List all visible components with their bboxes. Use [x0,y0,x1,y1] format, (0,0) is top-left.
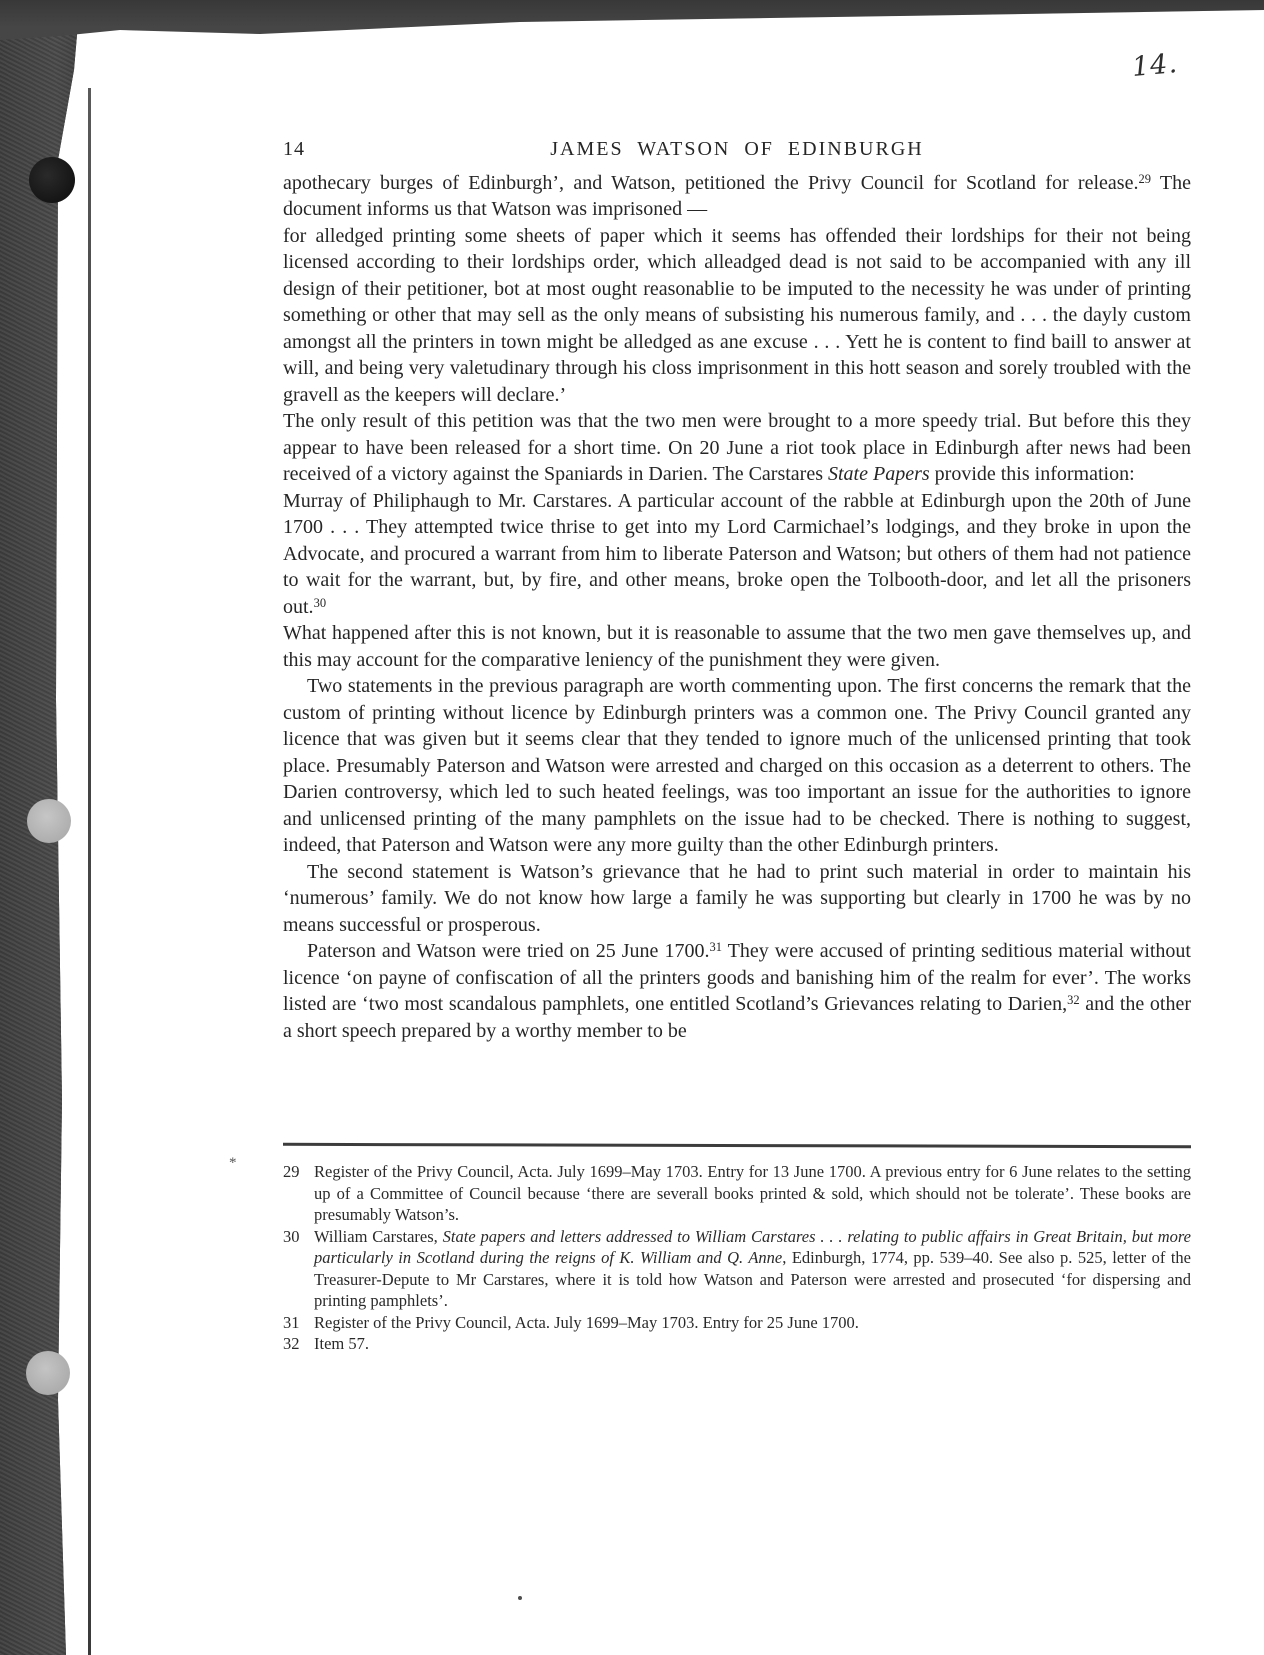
footnote-32-text [314,1333,1191,1355]
paragraph-6-text-end: and the other a short speech prepared by a worthy member to be [283,993,1191,1042]
footnote-30-text [314,1226,1191,1312]
footnote-ref-31: 31 [709,940,722,954]
page-header [283,136,1191,163]
footnote-30 [283,1226,1191,1312]
footnote-31-text [314,1312,1191,1334]
folio-number: 14 [283,138,305,160]
footnote-29-body: Register of the Privy Council, Acta. July 1699–May 1703. Entry for 13 June 1700. A previous entry for 6 June relates to the setting up of a Committee of Council because ‘there are severall books printed & sold, which should not be tolerate’. These books are presumably Watson’s. [314,1162,1191,1224]
footnote-ref-30: 30 [313,595,327,610]
punch-hole-top [29,157,75,203]
paragraph-2 [283,408,1191,488]
handwritten-page-number: 14. [1130,48,1180,83]
paragraph-4: Two statements in the previous paragraph are worth commenting upon. The first concerns the remark that the custom of printing without licence by Edinburgh printers was a common one. The Privy Council granted any licence that was given but it seems clear that they tended to ignore much of the unlicensed printing that took place. Presumably Paterson and Watson were arrested and charged on this occasion as a deterrent to others. The Darien controversy, which led to such heated feelings, was too important an issue for the authorities to ignore and unlicensed printing of the many pamphlets on the issue had to be checked. There is nothing to suggest, indeed, that Paterson and Watson were any more guilty than the other Edinburgh printers. [283,675,1191,856]
footnote-30-number: 30 [283,1226,300,1246]
footnote-29-text [314,1161,1191,1226]
scan-border-top [0,0,1264,46]
footnote-30-italic-title: State papers and letters addressed to William Carstares . . . relating to public affairs in Great Britain, but more particularly in Scotland during the reigns of K. William and Q. Anne [314,1226,1191,1267]
punch-hole-middle [27,799,71,843]
punch-hole-bottom [26,1351,70,1395]
paragraph-2-text-cont: provide this information: [929,463,1135,485]
paragraph-6 [283,938,1191,1044]
paragraph-6-text: Paterson and Watson were tried on 25 June 1700. [307,940,710,962]
footnote-31 [283,1312,1191,1334]
page-edge-shadow [88,88,91,1655]
footnote-31-body: Register of the Privy Council, Acta. July 1699–May 1703. Entry for 25 June 1700. [314,1312,859,1332]
blockquote-murray [283,488,1191,621]
paragraph-1-text-cont: The document informs us that Watson was imprisoned — [283,171,1192,220]
blockquote-petition: for alledged printing some sheets of paper which it seems has offended their lordships for their not being licensed according to their lordships order, which alleadged dead is not said to be accompanied with any ill design of their petitioner, bot at most ought reasonablie to be imputed to the necessity he was under of printing something or other that may sell as the only means of subsisting his numerous family, and . . . the dayly custom amongst all the printers in town might be alledged as ane excuse . . . Yett he is content to find baill to answer at will, and being very valetudinary through his closs imprisonment in this hott season and sorely troubled with the gravell as the keepers will declare.’ [283,224,1191,406]
paragraph-1-text: apothecary burges of Edinburgh’, and Watson, petitioned the Privy Council for Scotland for release. [283,171,1139,194]
page-content [283,136,1191,1355]
paragraph-5: The second statement is Watson’s grievance that he had to print such material in order to maintain his ‘numerous’ family. We do not know how large a family he was supporting but clearly in 1700 he was by no means successful or prosperous. [283,860,1191,936]
paragraph-1 [283,170,1191,223]
paragraph-2-text: The only result of this petition was that the two men were brought to a more speedy trial. But before this they appear to have been released for a short time. On 20 June a riot took place in Edinburgh after news had been received of a victory against the Spaniards in Darien. The Carstares [283,410,1191,485]
footnote-30-tail: , Edinburgh, 1774, pp. 539–40. See also p. 525, letter of the Treasurer-Depute to Mr Carstares, where it is told how Watson and Paterson were arrested and prosecuted ‘for dispersing and printing pamphlets’. [314,1248,1191,1310]
footnote-30-body: William Carstares, [314,1226,443,1246]
paragraph-6-text-cont: They were accused of printing seditious material without licence ‘on payne of confiscation of all the printers goods and banishing him of the realm for ever’. The works listed are ‘two most scandalous pamphlets, one entitled Scotland’s Grievances relating to Darien, [283,940,1191,1015]
footnote-32 [283,1333,1191,1355]
blockquote-murray-text: Murray of Philiphaugh to Mr. Carstares. A particular account of the rabble at Edinburgh upon the 20th of June 1700 . . . They attempted twice thrise to get into my Lord Carmichael’s lodgings, and they broke in upon the Advocate, and procured a warrant from him to liberate Paterson and Watson; but others of them had not patience to wait for the warrant, but, by fire, and other means, broke open the Tolbooth-door, and let all the prisoners out. [283,489,1191,618]
footnotes-section [283,1161,1191,1355]
footnote-ref-32: 32 [1067,993,1080,1007]
footnote-ref-29: 29 [1138,171,1151,186]
scan-speck [518,1596,522,1600]
paragraph-3: What happened after this is not known, but it is reasonable to assume that the two men gave themselves up, and this may account for the comparative leniency of the punishment they were given. [283,622,1191,671]
running-title: JAMES WATSON OF EDINBURGH [550,138,924,160]
footnote-divider-rule [283,1143,1191,1148]
margin-asterisk-mark: * [229,1155,237,1171]
footnote-29-number: 29 [283,1162,300,1181]
footnote-32-body: Item 57. [314,1334,369,1353]
footnote-29 [283,1161,1191,1226]
state-papers-italic: State Papers [828,463,930,485]
footnote-32-number: 32 [283,1334,300,1353]
footnote-31-number: 31 [283,1312,300,1332]
